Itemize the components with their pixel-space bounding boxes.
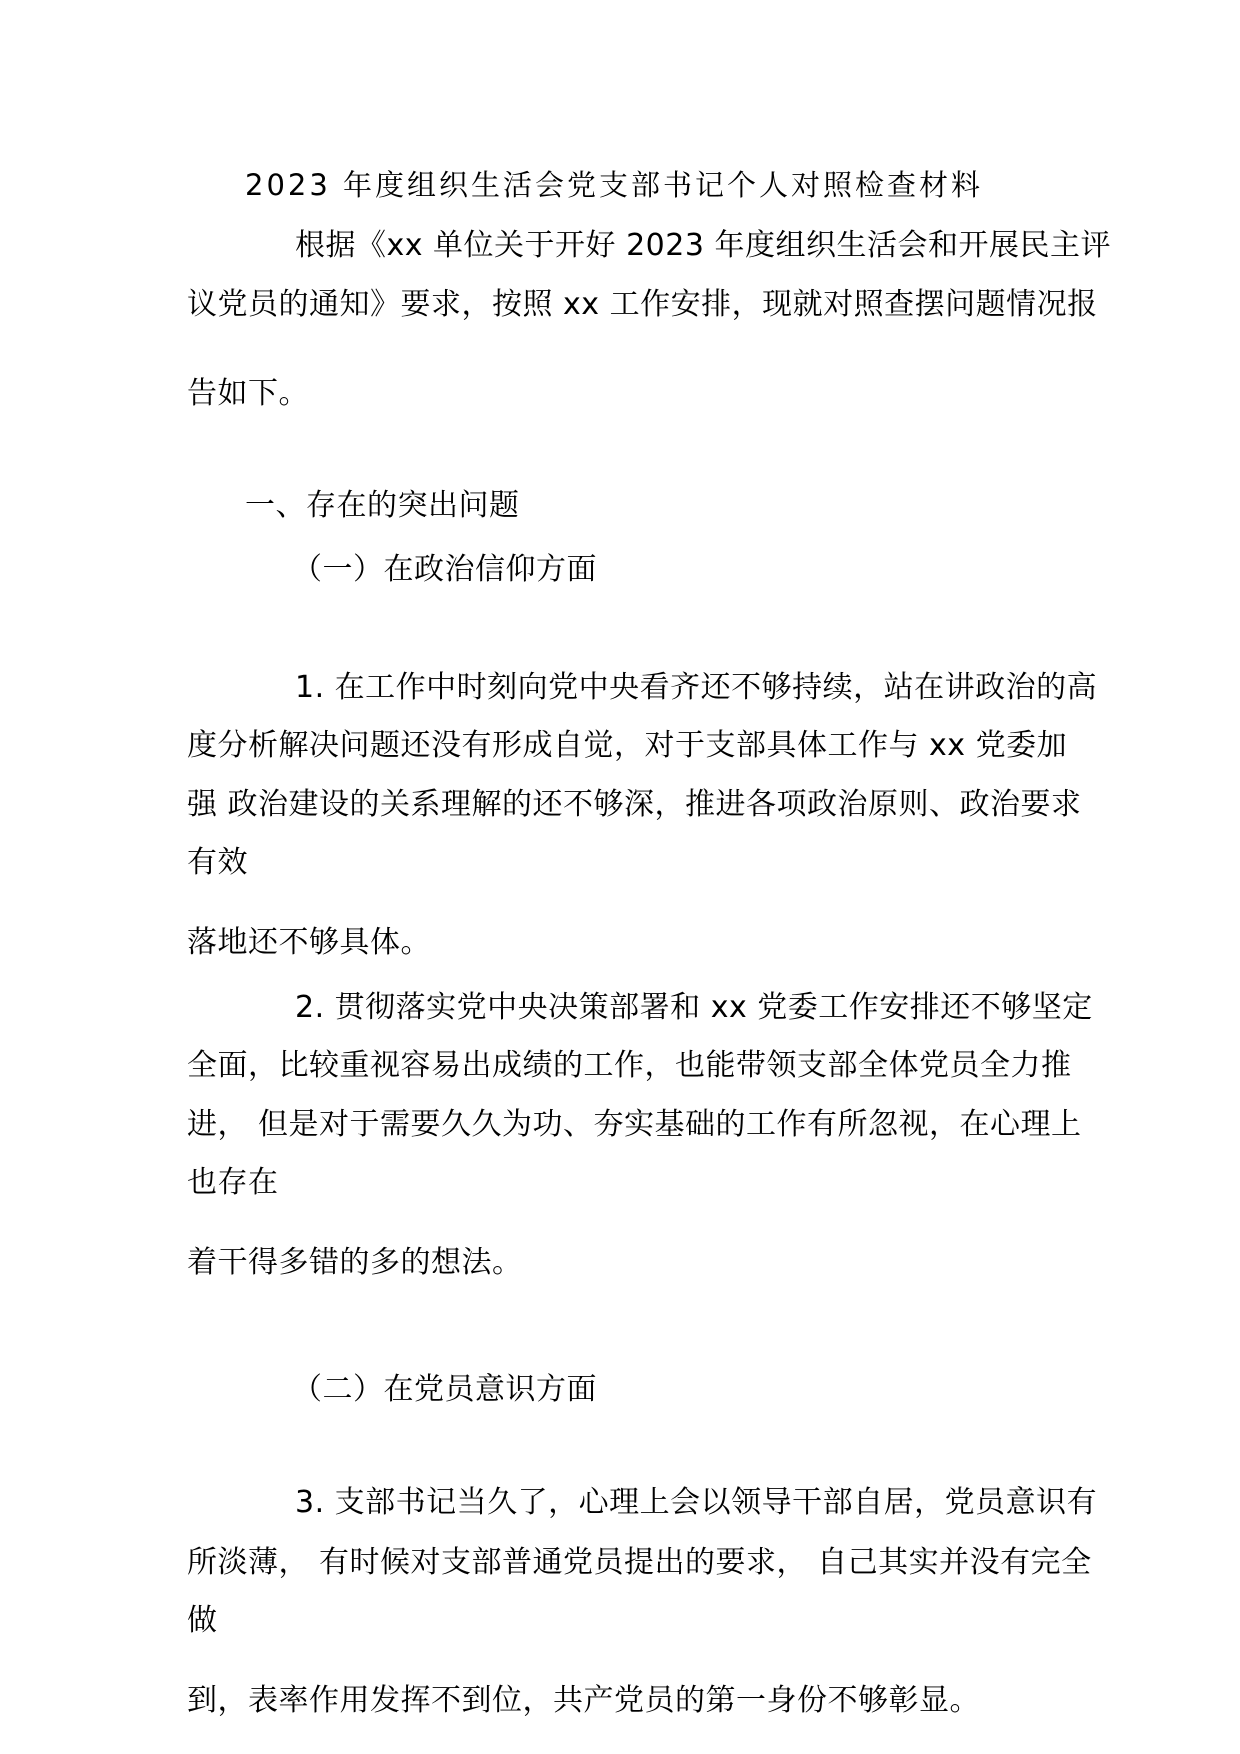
paragraph-line: 强 政治建设的关系理解的还不够深，推进各项政治原则、政治要求 xyxy=(187,787,1082,822)
paragraph-line: 3. 支部书记当久了，心理上会以领导干部自居，党员意识有 xyxy=(295,1485,1098,1520)
section-heading: 一、存在的突出问题 xyxy=(245,488,520,523)
subsection-heading: （一）在政治信仰方面 xyxy=(292,552,597,587)
intro-line: 告如下。 xyxy=(187,376,309,411)
paragraph-line: 1. 在工作中时刻向党中央看齐还不够持续，站在讲政治的高 xyxy=(295,670,1098,705)
paragraph-line: 2. 贯彻落实党中央决策部署和 xx 党委工作安排还不够坚定 xyxy=(295,990,1093,1025)
paragraph-line: 有效 xyxy=(187,845,248,880)
paragraph-line: 到，表率作用发挥不到位，共产党员的第一身份不够彰显。 xyxy=(187,1683,980,1718)
subsection-heading: （二）在党员意识方面 xyxy=(292,1372,597,1407)
document-title: 2023 年度组织生活会党支部书记个人对照检查材料 xyxy=(245,168,984,202)
paragraph-line: 全面，比较重视容易出成绩的工作，也能带领支部全体党员全力推 xyxy=(187,1048,1072,1083)
paragraph-line: 做 xyxy=(187,1603,218,1638)
intro-line: 根据《xx 单位关于开好 2023 年度组织生活会和开展民主评 xyxy=(295,228,1111,263)
paragraph-line: 落地还不够具体。 xyxy=(187,925,431,960)
paragraph-line: 度分析解决问题还没有形成自觉，对于支部具体工作与 xx 党委加 xyxy=(187,728,1068,763)
paragraph-line: 进， 但是对于需要久久为功、夯实基础的工作有所忽视，在心理上 xyxy=(187,1107,1082,1142)
paragraph-line: 所淡薄， 有时候对支部普通党员提出的要求， 自己其实并没有完全 xyxy=(187,1545,1092,1580)
paragraph-line: 着干得多错的多的想法。 xyxy=(187,1245,523,1280)
paragraph-line: 也存在 xyxy=(187,1165,279,1200)
intro-line: 议党员的通知》要求，按照 xx 工作安排，现就对照查摆问题情况报 xyxy=(187,287,1098,322)
